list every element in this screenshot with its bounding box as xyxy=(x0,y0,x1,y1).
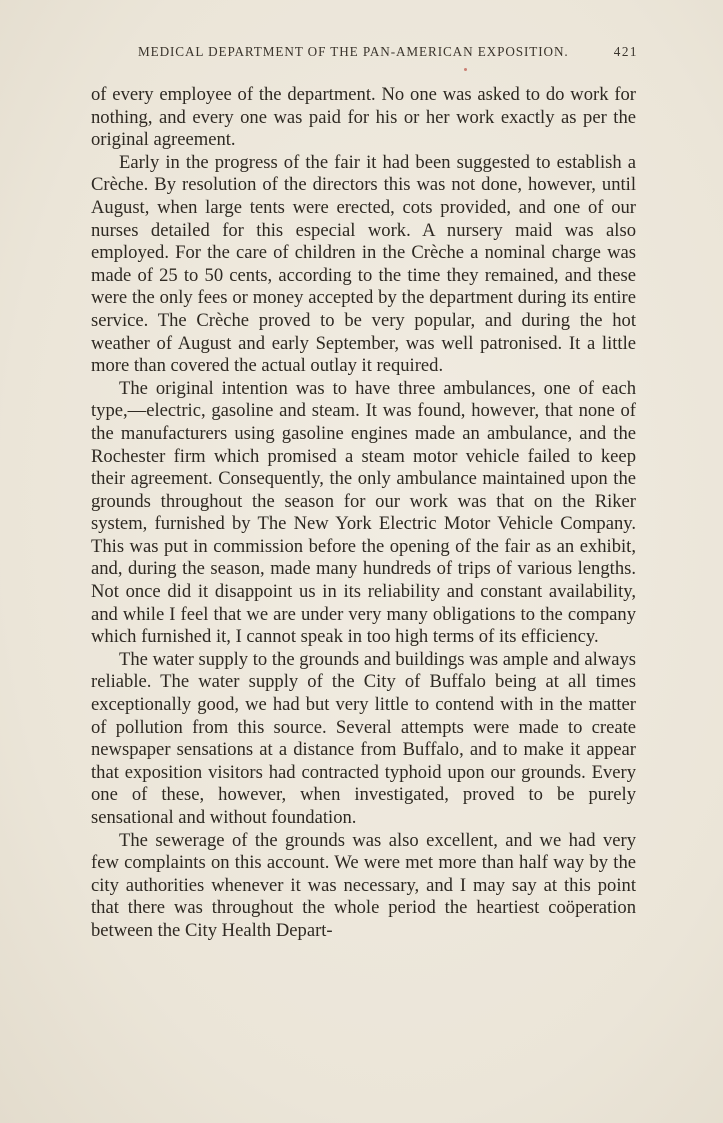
paragraph-ambulances: The original intention was to have three ambulances, one of each type,—electric, gasoline and steam. It was found, however, that none of the manufacturers using gasoline engines made an ambulance, and the Rochester firm which promised a steam motor vehicle failed to keep their agreement. Consequently, the only ambulance maintained upon the grounds throughout the season for our work was that on the Riker system, furnished by The New York Electric Motor Vehicle Company. This was put in commission before the opening of the fair as an exhibit, and, during the season, made many hundreds of trips of various lengths. Not once did it disappoint us in its reliability and constant availability, and while I feel that we are under very many obligations to the company which furnished it, I cannot speak in too high terms of its efficiency. xyxy=(91,377,636,648)
page-number: 421 xyxy=(613,44,638,59)
paragraph-sewerage: The sewerage of the grounds was also excellent, and we had very few complaints on this account. We were met more than half way by the city authorities whenever it was necessary, and I may say at this point that there was throughout the whole period the heartiest coöperation between the City Health Depart- xyxy=(91,829,636,941)
ink-speck xyxy=(464,68,467,71)
running-title: MEDICAL DEPARTMENT OF THE PAN-AMERICAN EXPOSITION. xyxy=(138,44,569,59)
paragraph-water-supply: The water supply to the grounds and buildings was ample and always reliable. The water supply of the City of Buffalo being at all times exceptionally good, we had but very little to contend with in the matter of pollution from this source. Several attempts were made to create newspaper sensations at a distance from Buffalo, and to make it appear that exposition visitors had contracted typhoid upon our grounds. Every one of these, however, when investigated, proved to be purely sensational and without foundation. xyxy=(91,648,636,828)
paragraph-continuation: of every employee of the department. No one was asked to do work for nothing, and every one was paid for his or her work exactly as per the original agreement. xyxy=(91,84,636,151)
running-head xyxy=(138,44,638,60)
body-text xyxy=(91,84,636,943)
paragraph-creche: Early in the progress of the fair it had been suggested to establish a Crèche. By resolution of the directors this was not done, however, until August, when large tents were erected, cots provided, and one of our nurses detailed for this especial work. A nursery maid was also employed. For the care of children in the Crèche a nominal charge was made of 25 to 50 cents, according to the time they remained, and these were the only fees or money accepted by the department during its entire service. The Crèche proved to be very popular, and during the hot weather of August and early September, was well patronised. It a little more than covered the actual outlay it required. xyxy=(91,151,636,377)
